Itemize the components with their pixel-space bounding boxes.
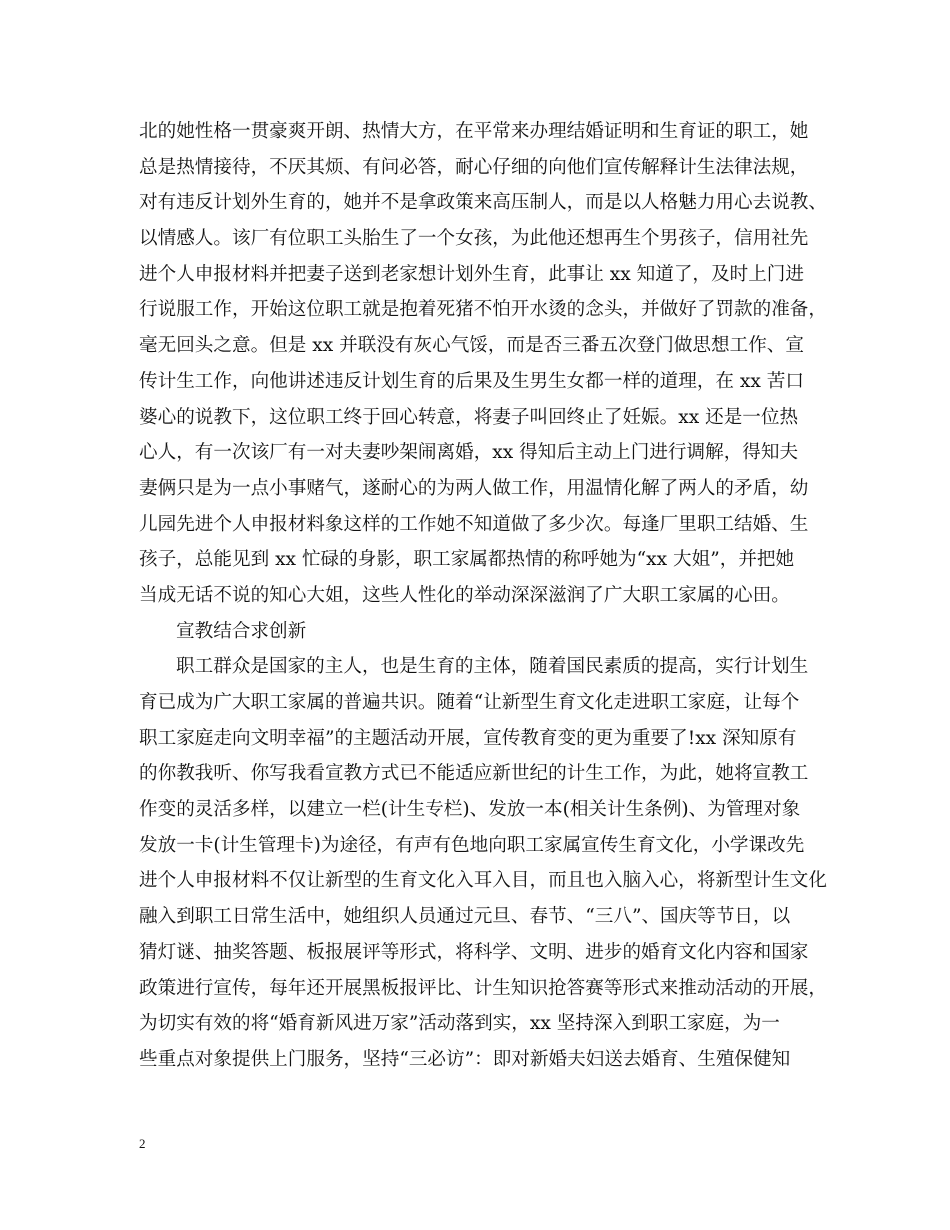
paragraph-first-line: 职工群众是国家的主人，也是生育的主体，随着国民素质的提高，实行计划生: [176, 656, 809, 678]
page-number: 2: [139, 1136, 146, 1151]
text-line: 职工家庭走向文明幸福”的主题活动开展，宣传教育变的更为重要了!xx 深知原有: [139, 727, 797, 749]
text-line: 育已成为广大职工家属的普遍共识。随着“让新型生育文化走进职工家庭，让每个: [139, 692, 800, 713]
text-line: 作变的灵活多样，以建立一栏(计生专栏)、发放一本(相关计生条例)、为管理对象: [139, 799, 801, 821]
text-line: 进个人申报材料并把妻子送到老家想计划外生育，此事让 xx 知道了，及时上门进: [139, 263, 804, 285]
text-line: 对有违反计划外生育的，她并不是拿政策来高压制人，而是以人格魅力用心去说教、: [139, 192, 827, 214]
text-line: 总是热情接待，不厌其烦、有问必答，耐心仔细的向他们宣传解释计生法律法规，: [139, 156, 809, 178]
text-line: 婆心的说教下，这位职工终于回心转意，将妻子叫回终止了妊娠。xx 还是一位热: [139, 406, 799, 428]
document-body: [139, 114, 829, 1078]
text-line: 儿园先进个人申报材料象这样的工作她不知道做了多少次。每逢厂里职工结婚、生: [139, 513, 809, 535]
text-line: 些重点对象提供上门服务，坚持“三必访”：即对新婚夫妇送去婚育、生殖保健知: [139, 1048, 791, 1070]
section-heading: 宣教结合求创新: [176, 620, 307, 642]
text-line: 政策进行宣传，每年还开展黑板报评比、计生知识抢答赛等形式来推动活动的开展，: [139, 977, 827, 999]
text-line: 北的她性格一贯豪爽开朗、热情大方，在平常来办理结婚证明和生育证的职工，她: [139, 121, 809, 142]
text-line: 妻俩只是为一点小事赌气，遂耐心的为两人做工作，用温情化解了两人的矛盾，幼: [139, 477, 809, 499]
text-line: 进个人申报材料不仅让新型的生育文化入耳入目，而且也入脑入心，将新型计生文化: [139, 870, 827, 892]
text-line: 传计生工作，向他讲述违反计划生育的后果及生男生女都一样的道理，在 xx 苦口: [139, 370, 804, 392]
text-line: 融入到职工日常生活中，她组织人员通过元旦、春节、“三八”、国庆等节日，以: [139, 906, 791, 928]
text-line: 发放一卡(计生管理卡)为途径，有声有色地向职工家属宣传生育文化，小学课改先: [139, 834, 805, 856]
text-line: 孩子，总能见到 xx 忙碌的身影，职工家属都热情的称呼她为“xx 大姐”，并把她: [139, 549, 795, 571]
text-line: 心人，有一次该厂有一对夫妻吵架闹离婚，xx 得知后主动上门进行调解，得知夫: [139, 442, 799, 464]
text-line: 当成无话不说的知心大姐，这些人性化的举动深深滋润了广大职工家属的心田。: [139, 584, 790, 606]
text-line: 为切实有效的将“婚育新风进万家”活动落到实，xx 坚持深入到职工家庭，为一: [139, 1013, 780, 1035]
text-line: 以情感人。该厂有位职工头胎生了一个女孩，为此他还想再生个男孩子，信用社先: [139, 228, 809, 250]
text-line: 行说服工作，开始这位职工就是抱着死猪不怕开水烫的念头，并做好了罚款的准备，: [139, 299, 827, 321]
text-line: 毫无回头之意。但是 xx 并联没有灰心气馁，而是否三番五次登门做思想工作、宣: [139, 335, 804, 357]
text-line: 猜灯谜、抽奖答题、板报展评等形式，将科学、文明、进步的婚育文化内容和国家: [139, 941, 809, 963]
text-line: 的你教我听、你写我看宣教方式已不能适应新世纪的计生工作，为此，她将宣教工: [139, 763, 809, 785]
